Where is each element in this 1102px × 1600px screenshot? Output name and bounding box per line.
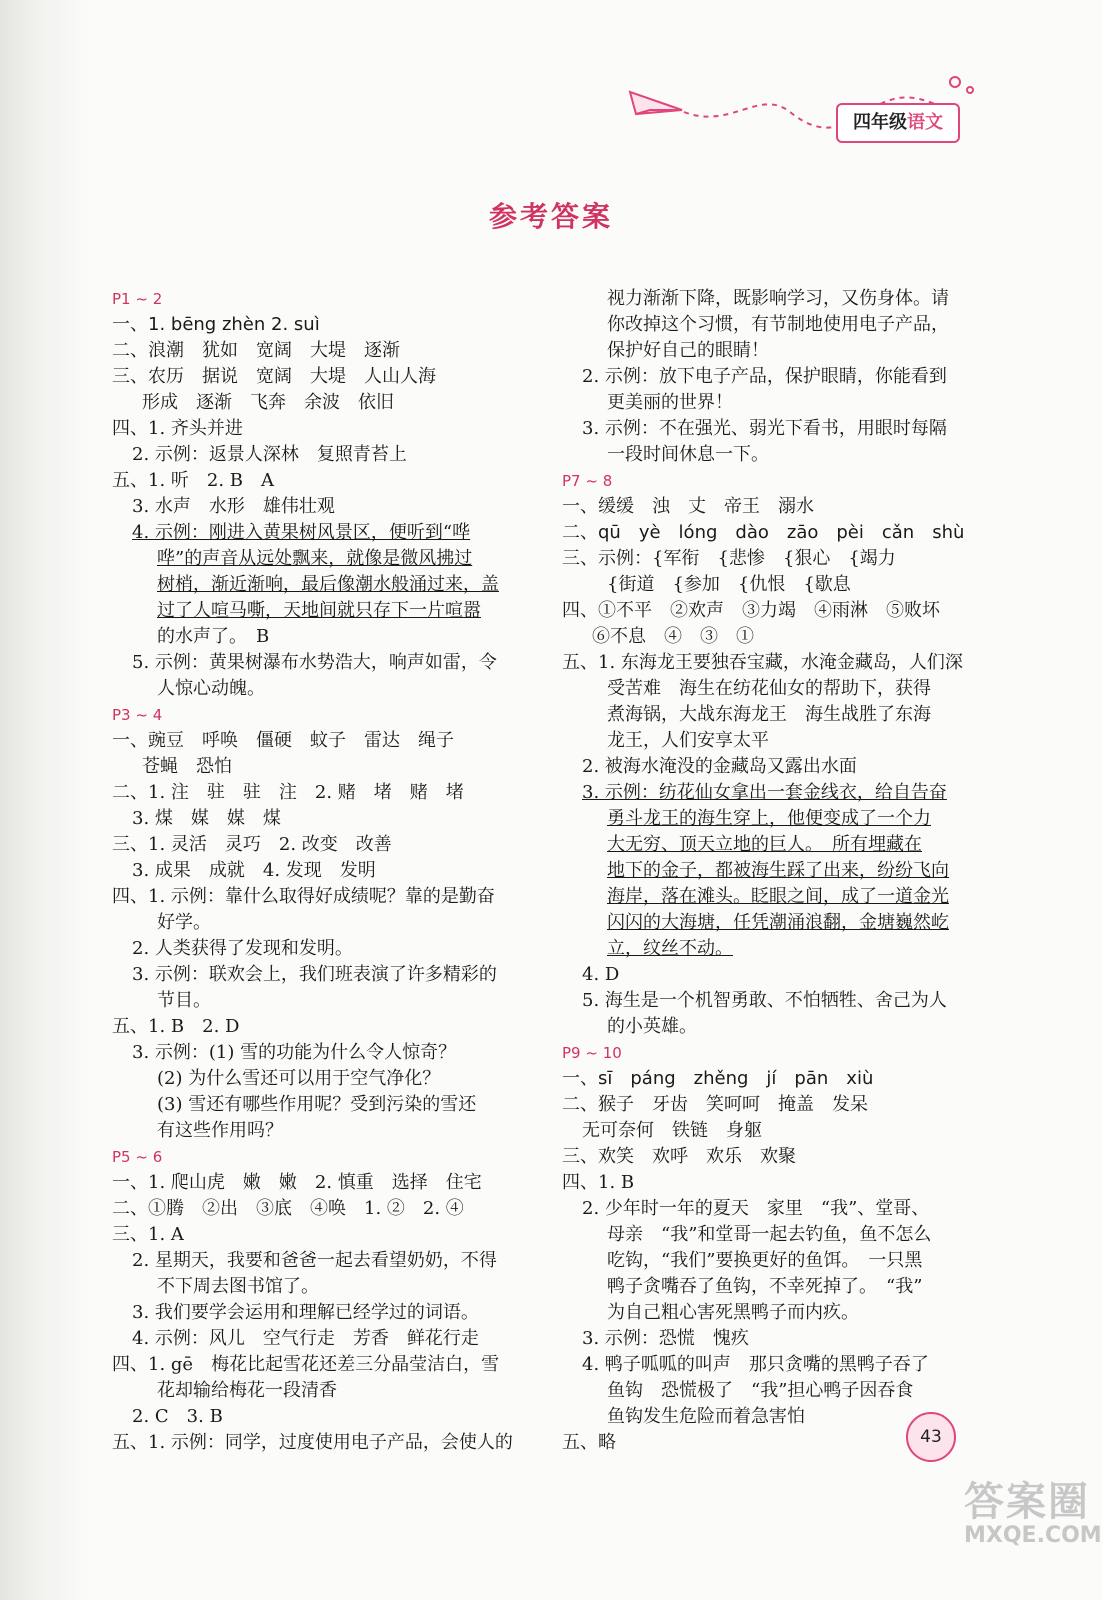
answer-line: 好学。	[157, 912, 211, 933]
grade-subject-badge	[836, 103, 960, 143]
page-binding-shadow	[0, 0, 90, 1600]
answer-line: 五、略	[562, 1432, 616, 1453]
answer-line: 勇斗龙王的海生穿上，他便变成了一个力	[607, 808, 931, 829]
answer-line: 3. 水声 水形 雄伟壮观	[132, 496, 335, 517]
answer-line: 5. 海生是一个机智勇敢、不怕牺牲、舍己为人	[582, 990, 947, 1011]
answer-column-right	[562, 286, 992, 1456]
answer-line: 2. 少年时一年的夏天 家里 “我”、堂哥、	[582, 1198, 930, 1219]
answer-line: 4. 示例：风儿 空气行走 芳香 鲜花行走	[132, 1328, 479, 1349]
section-heading: P3 ~ 4	[112, 706, 163, 724]
answer-line: 鸭子贪嘴吞了鱼钩，不幸死掉了。 “我”	[607, 1276, 923, 1297]
answer-line: 煮海锅，大战东海龙王 海生战胜了东海	[607, 704, 931, 725]
grade-label: 四年级	[853, 112, 907, 133]
answer-line: 大无穷、顶天立地的巨人。 所有埋藏在	[607, 834, 922, 855]
answer-line: 鱼钩 恐慌极了 “我”担心鸭子因吞食	[607, 1380, 914, 1401]
answer-line: 三、1. 灵活 灵巧 2. 改变 改善	[112, 834, 392, 855]
answer-line: 3. 煤 媒 媒 煤	[132, 808, 281, 829]
answer-line: 更美丽的世界！	[607, 392, 733, 413]
answer-line: 3. 示例：(1) 雪的功能为什么令人惊奇？	[132, 1042, 457, 1063]
answer-line: 三、1. A	[112, 1224, 184, 1245]
answer-column-left	[112, 286, 532, 1456]
watermark-brand: 答案圈	[964, 1479, 1090, 1525]
answer-line: 四、1. gē 梅花比起雪花还差三分晶莹洁白，雪	[112, 1354, 500, 1375]
answer-line: 4. 鸭子呱呱的叫声 那只贪嘴的黑鸭子吞了	[582, 1354, 929, 1375]
answer-line: 4. D	[582, 964, 620, 985]
answer-line: 一段时间休息一下。	[607, 444, 769, 465]
answer-line: 地下的金子，都被海生踩了出来，纷纷飞向	[607, 860, 949, 881]
answer-line: 一、缓缓 浊 丈 帝王 溺水	[562, 496, 814, 517]
answer-line: 苍蝇 恐怕	[142, 756, 232, 777]
answer-line: 海岸，落在滩头。眨眼之间，成了一道金光	[607, 886, 949, 907]
answer-line: 树梢，渐近渐响，最后像潮水般涌过来，盖	[157, 574, 499, 595]
answer-line: 二、猴子 牙齿 笑呵呵 掩盖 发呆	[562, 1094, 868, 1115]
answer-line: 2. 示例：放下电子产品，保护眼睛，你能看到	[582, 366, 947, 387]
answer-line: 人惊心动魄。	[157, 678, 265, 699]
answer-line: 4. 示例：刚进入黄果树风景区，便听到“哗	[132, 522, 471, 543]
answer-line: 二、qū yè lóng dào zāo pèi cǎn shù	[562, 522, 965, 543]
answer-line: 你改掉这个习惯，有节制地使用电子产品，	[607, 314, 949, 335]
subject-label: 语文	[907, 112, 943, 133]
answer-line: 3. 成果 成就 4. 发现 发明	[132, 860, 376, 881]
watermark-logo	[964, 1470, 1102, 1590]
answer-line: 龙王，人们安享太平	[607, 730, 769, 751]
answer-line: 3. 示例：纺花仙女拿出一套金线衣，给自告奋	[582, 782, 947, 803]
answer-line: 五、1. 东海龙王要独吞宝藏，水淹金藏岛，人们深	[562, 652, 963, 673]
answer-line: 鱼钩发生危险而着急害怕	[607, 1406, 805, 1427]
answer-line: 花却输给梅花一段清香	[157, 1380, 337, 1401]
answer-line: 的水声了。 B	[157, 626, 270, 647]
answer-line: 三、示例：{军衔 {悲惨 {狠心 {竭力	[562, 548, 896, 569]
answer-line: 吃钩，“我们”要换更好的鱼饵。 一只黑	[607, 1250, 923, 1271]
page-title: 参考答案	[488, 200, 613, 233]
answer-line: 一、1. 爬山虎 嫩 嫩 2. 慎重 选择 住宅	[112, 1172, 482, 1193]
page-number: 43	[906, 1412, 956, 1462]
section-heading: P9 ~ 10	[562, 1044, 622, 1062]
answer-line: 三、农历 据说 宽阔 大堤 人山人海	[112, 366, 436, 387]
answer-line: 2. 被海水淹没的金藏岛又露出水面	[582, 756, 857, 777]
answer-line: 立，纹丝不动。	[607, 938, 733, 959]
answer-line: 哗”的声音从远处飘来，就像是微风拂过	[157, 548, 473, 569]
answer-line: 视力渐渐下降，既影响学习，又伤身体。请	[607, 288, 949, 309]
answer-line: 5. 示例：黄果树瀑布水势浩大，响声如雷，令	[132, 652, 497, 673]
answer-line: 过了人喧马嘶，天地间就只存下一片喧嚣	[157, 600, 481, 621]
answer-line: 五、1. 听 2. B A	[112, 470, 275, 491]
answer-line: ⑥不息 ④ ③ ①	[592, 626, 754, 647]
answer-line: 2. C 3. B	[132, 1406, 223, 1427]
answer-line: 五、1. B 2. D	[112, 1016, 240, 1037]
section-heading: P7 ~ 8	[562, 472, 613, 490]
answer-line: 四、1. 齐头并进	[112, 418, 243, 439]
answer-line: 四、1. B	[562, 1172, 635, 1193]
answer-line: {街道 {参加 {仇恨 {歇息	[607, 574, 851, 595]
answer-line: 母亲 “我”和堂哥一起去钓鱼，鱼不怎么	[607, 1224, 932, 1245]
answer-line: 二、①腾 ②出 ③底 ④唤 1. ② 2. ④	[112, 1198, 464, 1219]
answer-line: 一、sī páng zhěng jí pān xiù	[562, 1068, 874, 1089]
section-heading: P1 ~ 2	[112, 290, 163, 308]
answer-line: 的小英雄。	[607, 1016, 697, 1037]
answer-line: 3. 示例：联欢会上，我们班表演了许多精彩的	[132, 964, 497, 985]
answer-line: 节目。	[157, 990, 211, 1011]
answer-line: 形成 逐渐 飞奔 余波 依旧	[142, 392, 394, 413]
answer-line: 保护好自己的眼睛！	[607, 340, 769, 361]
section-heading: P5 ~ 6	[112, 1148, 163, 1166]
answer-line: 闪闪的大海塘，任凭潮涌浪翻，金塘巍然屹	[607, 912, 949, 933]
answer-line: 为自己粗心害死黑鸭子而内疚。	[607, 1302, 859, 1323]
answer-line: 一、豌豆 呼唤 僵硬 蚊子 雷达 绳子	[112, 730, 454, 751]
watermark-url: MXQE.COM	[964, 1523, 1102, 1548]
answer-line: (2) 为什么雪还可以用于空气净化？	[157, 1068, 441, 1089]
answer-line: 有这些作用吗？	[157, 1120, 283, 1141]
answer-line: 3. 示例：恐慌 愧疚	[582, 1328, 749, 1349]
answer-line: 3. 示例：不在强光、弱光下看书，用眼时每隔	[582, 418, 947, 439]
answer-line: (3) 雪还有哪些作用呢？受到污染的雪还	[157, 1094, 477, 1115]
answer-line: 不下周去图书馆了。	[157, 1276, 319, 1297]
answer-line: 2. 人类获得了发现和发明。	[132, 938, 353, 959]
answer-line: 二、浪潮 犹如 宽阔 大堤 逐渐	[112, 340, 400, 361]
answer-line: 受苦难 海生在纺花仙女的帮助下，获得	[607, 678, 931, 699]
answer-line: 四、①不平 ②欢声 ③力竭 ④雨淋 ⑤败坏	[562, 600, 940, 621]
answer-line: 四、1. 示例：靠什么取得好成绩呢？靠的是勤奋	[112, 886, 495, 907]
answer-line: 三、欢笑 欢呼 欢乐 欢聚	[562, 1146, 796, 1167]
answer-line: 五、1. 示例：同学，过度使用电子产品，会使人的	[112, 1432, 513, 1453]
answer-line: 二、1. 注 驻 驻 注 2. 赌 堵 赌 堵	[112, 782, 464, 803]
answer-line: 无可奈何 铁链 身躯	[582, 1120, 762, 1141]
answer-line: 一、1. bēng zhèn 2. suì	[112, 314, 320, 335]
answer-line: 2. 示例：返景人深林 复照青苔上	[132, 444, 407, 465]
answer-line: 3. 我们要学会运用和理解已经学过的词语。	[132, 1302, 479, 1323]
answer-line: 2. 星期天，我要和爸爸一起去看望奶奶，不得	[132, 1250, 497, 1271]
